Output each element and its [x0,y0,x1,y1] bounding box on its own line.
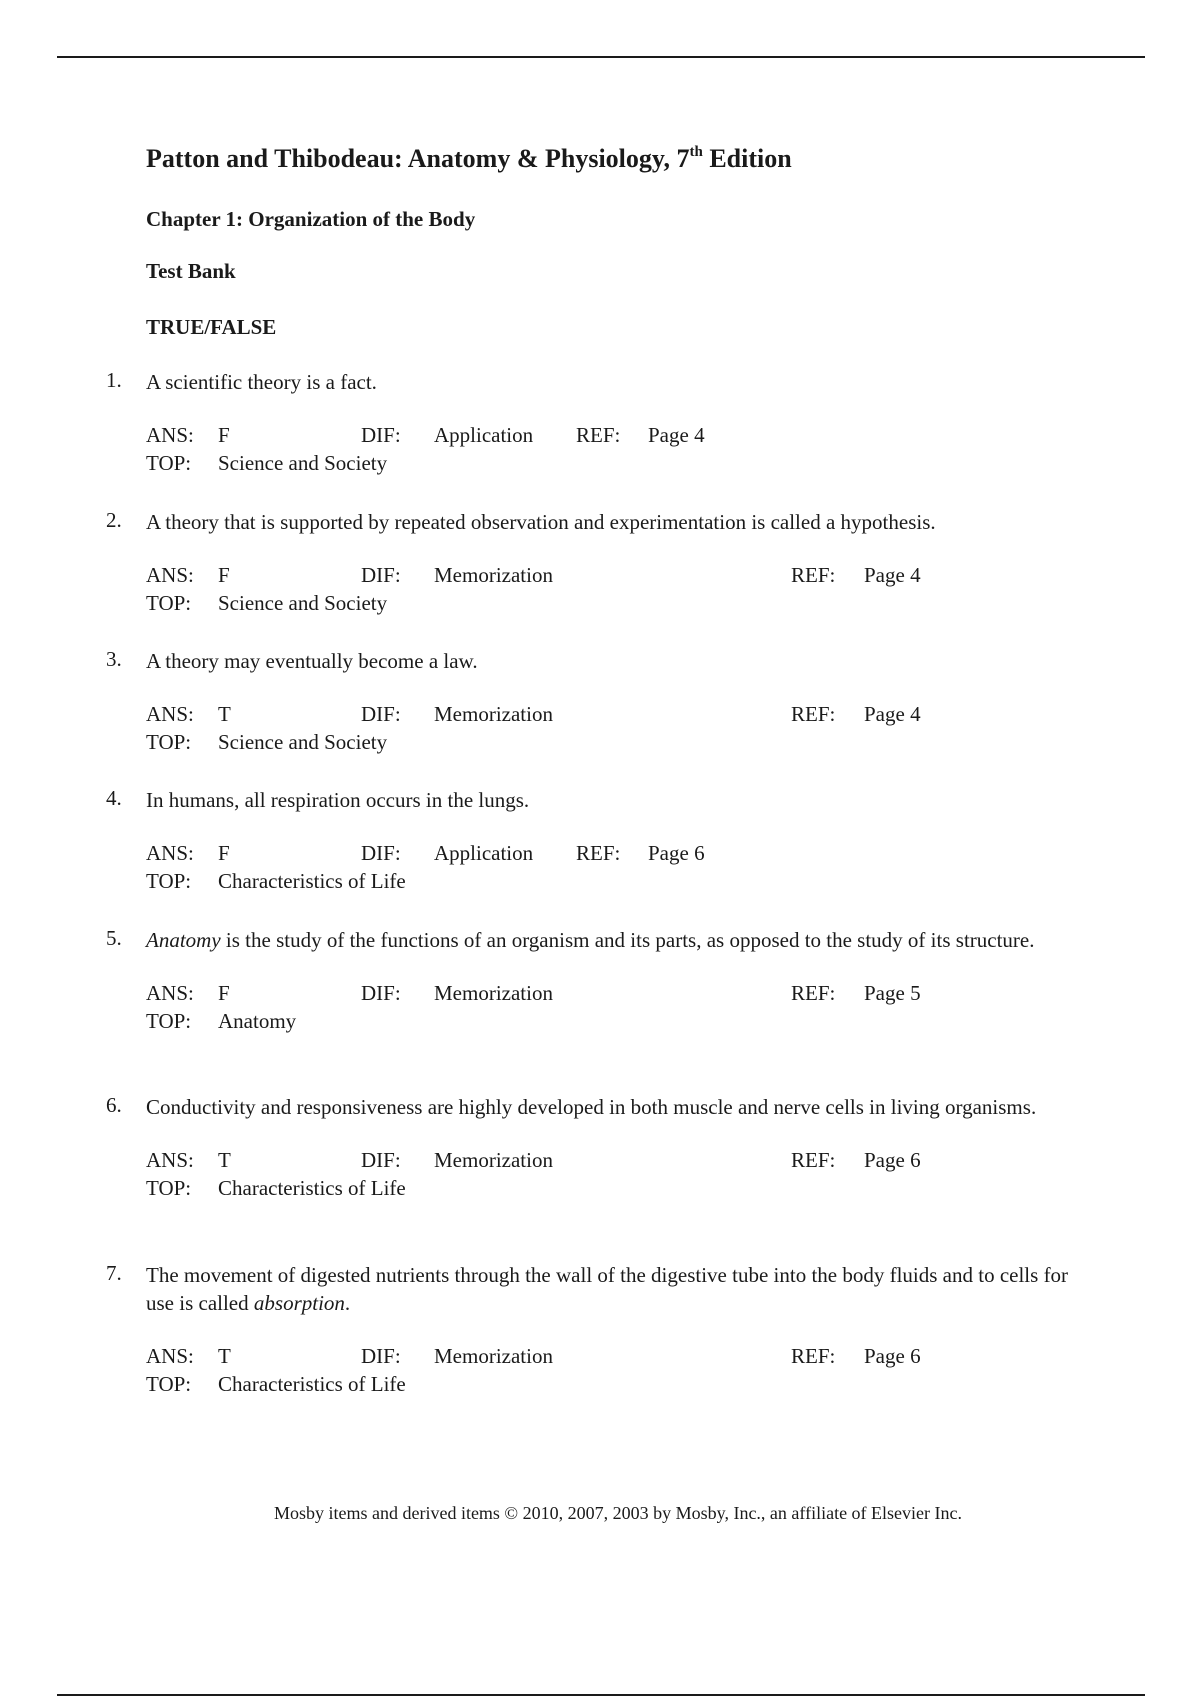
question-number: 2. [106,508,122,532]
question-text: A theory that is supported by repeated observation and experimentation is called a hypothesis. [146,510,936,534]
ans-value: F [218,563,230,587]
answer-meta [146,839,1086,895]
ans-value: F [218,841,230,865]
top-label: TOP: [146,1372,192,1396]
section-heading: TRUE/FALSE [146,315,277,339]
top-label: TOP: [146,1009,192,1033]
ans-label: ANS: [146,1344,194,1368]
document-title: Patton and Thibodeau: Anatomy & Physiology, 7th Edition [146,144,792,173]
ans-value: T [218,1148,231,1172]
dif-value: Memorization [434,702,553,726]
answer-meta [146,979,1086,1035]
top-value: Anatomy [218,1009,297,1033]
ans-label: ANS: [146,423,194,447]
question-6 [106,1093,1086,1202]
top-value: Science and Society [218,591,388,615]
dif-value: Memorization [434,563,553,587]
ref-value: Page 6 [864,1344,921,1368]
question-5 [106,926,1086,1035]
question-text: Conductivity and responsiveness are highly developed in both muscle and nerve cells in living organisms. [146,1095,1037,1119]
emphasized-term: absorption [253,1291,345,1315]
answer-meta [146,1342,1086,1398]
dif-value: Application [434,841,534,865]
answer-meta [146,700,1086,756]
ref-label: REF: [791,1148,836,1172]
top-label: TOP: [146,591,192,615]
dif-label: DIF: [361,1344,401,1368]
ans-value: F [218,423,230,447]
dif-label: DIF: [361,841,401,865]
ref-value: Page 4 [864,563,921,587]
top-value: Characteristics of Life [218,869,406,893]
ans-label: ANS: [146,1148,194,1172]
question-text: A theory may eventually become a law. [146,649,478,673]
top-label: TOP: [146,730,192,754]
question-number: 1. [106,368,122,392]
dif-value: Memorization [434,1344,553,1368]
bottom-rule [57,1694,1145,1696]
ref-label: REF: [791,981,836,1005]
top-value: Science and Society [218,451,388,475]
chapter-heading: Chapter 1: Organization of the Body [146,207,476,231]
ans-label: ANS: [146,981,194,1005]
ref-label: REF: [791,1344,836,1368]
ans-value: T [218,1344,231,1368]
answer-meta [146,1146,1086,1202]
dif-value: Application [434,423,534,447]
ref-label: REF: [791,702,836,726]
question-2 [106,508,1086,617]
dif-value: Memorization [434,1148,553,1172]
question-number: 7. [106,1261,122,1285]
ans-value: F [218,981,230,1005]
emphasized-term: Anatomy [146,928,221,952]
top-label: TOP: [146,1176,192,1200]
question-number: 3. [106,647,122,671]
question-1 [106,368,1086,477]
top-value: Characteristics of Life [218,1176,406,1200]
top-value: Science and Society [218,730,388,754]
ans-label: ANS: [146,563,194,587]
ans-label: ANS: [146,841,194,865]
question-4 [106,786,1086,895]
question-number: 4. [106,786,122,810]
ref-label: REF: [791,563,836,587]
top-value: Characteristics of Life [218,1372,406,1396]
ref-value: Page 4 [864,702,921,726]
test-bank-heading: Test Bank [146,259,236,283]
top-label: TOP: [146,869,192,893]
question-text: The movement of digested nutrients through the wall of the digestive tube into the body fluids and to cells for use is called absorption. [146,1263,1069,1315]
ref-value: Page 6 [648,841,705,865]
question-7 [106,1261,1086,1398]
top-label: TOP: [146,451,192,475]
dif-label: DIF: [361,563,401,587]
ref-label: REF: [576,423,621,447]
question-text: A scientific theory is a fact. [146,370,377,394]
ans-label: ANS: [146,702,194,726]
ref-value: Page 4 [648,423,705,447]
question-text: In humans, all respiration occurs in the lungs. [146,788,530,812]
dif-label: DIF: [361,1148,401,1172]
question-number: 5. [106,926,122,950]
answer-meta [146,561,1086,617]
dif-value: Memorization [434,981,553,1005]
ref-value: Page 5 [864,981,921,1005]
top-rule [57,56,1145,58]
dif-label: DIF: [361,702,401,726]
question-3 [106,647,1086,756]
ref-label: REF: [576,841,621,865]
ref-value: Page 6 [864,1148,921,1172]
copyright-footer: Mosby items and derived items © 2010, 2007, 2003 by Mosby, Inc., an affiliate of Elsevier Inc. [273,1503,963,1523]
dif-label: DIF: [361,981,401,1005]
ans-value: T [218,702,231,726]
question-text: Anatomy is the study of the functions of an organism and its parts, as opposed to the study of its structure. [146,928,1035,952]
answer-meta [146,421,1086,477]
dif-label: DIF: [361,423,401,447]
question-number: 6. [106,1093,122,1117]
